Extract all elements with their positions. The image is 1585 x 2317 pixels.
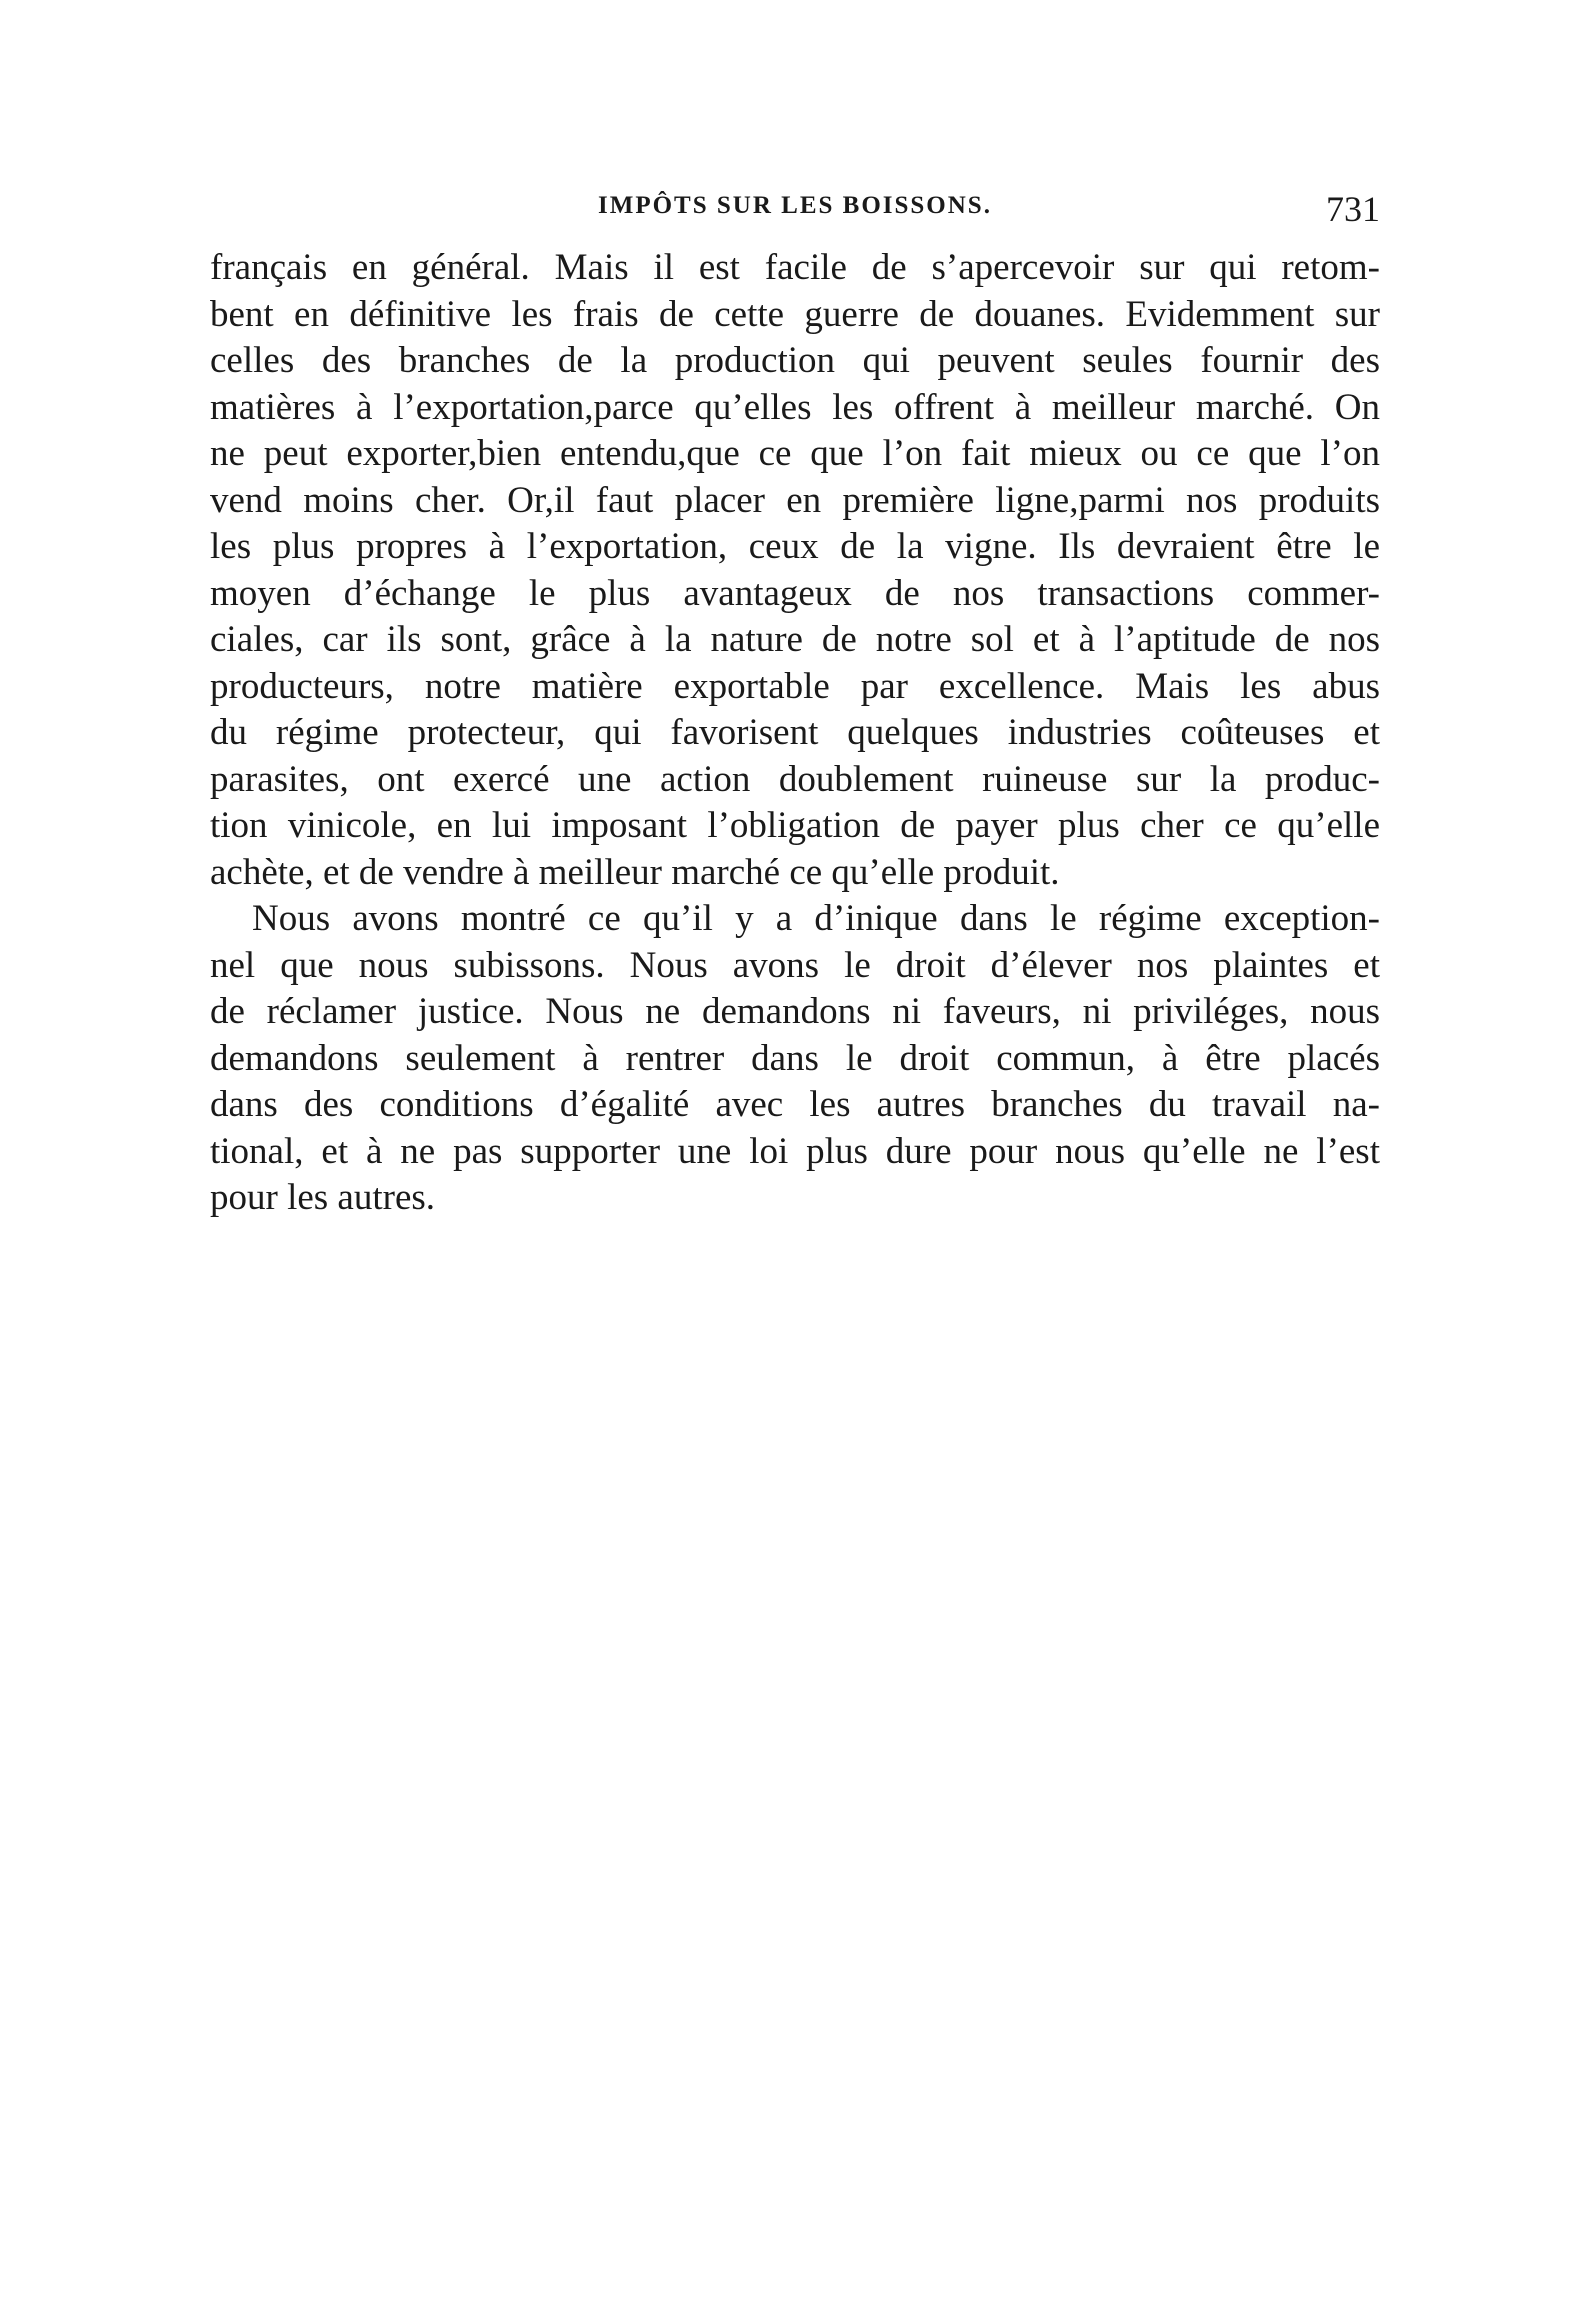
running-title: IMPÔTS SUR LES BOISSONS. — [598, 192, 992, 219]
text-line: tion vinicole, en lui imposant l’obligation de payer plus cher ce qu’elle — [210, 805, 1380, 846]
text-line: pour les autres. — [210, 1177, 436, 1218]
text-line: tional, et à ne pas supporter une loi plus dure pour nous qu’elle ne l’est — [210, 1130, 1380, 1172]
running-head — [210, 188, 1380, 228]
text-line: les plus propres à l’exportation, ceux de la vigne. Ils devraient être le — [210, 526, 1380, 567]
text-line: Nous avons montré ce qu’il y a d’inique dans le régime exception- — [252, 898, 1380, 939]
text-line: moyen d’échange le plus avantageux de nos transactions commer- — [210, 572, 1380, 614]
text-line: celles des branches de la production qui peuvent seules fournir des — [210, 340, 1380, 381]
text-line: de réclamer justice. Nous ne demandons ni faveurs, ni priviléges, nous — [210, 991, 1380, 1032]
text-line: nel que nous subissons. Nous avons le droit d’élever nos plaintes et — [210, 944, 1380, 986]
text-line: vend moins cher. Or,il faut placer en première ligne,parmi nos produits — [210, 479, 1380, 521]
text-line: français en général. Mais il est facile de s’apercevoir sur qui retom- — [210, 247, 1380, 288]
text-line: bent en définitive les frais de cette guerre de douanes. Evidemment sur — [210, 293, 1380, 335]
text-line: parasites, ont exercé une action doublement ruineuse sur la produc- — [210, 758, 1380, 800]
paragraph-1 — [210, 245, 1380, 896]
text-line: producteurs, notre matière exportable par excellence. Mais les abus — [210, 665, 1380, 707]
text-line: matières à l’exportation,parce qu’elles les offrent à meilleur marché. On — [210, 386, 1380, 428]
text-line: ne peut exporter,bien entendu,que ce que l’on fait mieux ou ce que l’on — [210, 433, 1380, 474]
text-line: dans des conditions d’égalité avec les autres branches du travail na- — [210, 1084, 1380, 1125]
text-line: demandons seulement à rentrer dans le droit commun, à être placés — [210, 1037, 1380, 1079]
text-line: ciales, car ils sont, grâce à la nature de notre sol et à l’aptitude de nos — [210, 619, 1380, 660]
paragraph-2 — [210, 896, 1380, 1222]
body-text — [210, 245, 1380, 1222]
page-number: 731 — [1326, 189, 1380, 229]
text-line: achète, et de vendre à meilleur marché ce qu’elle produit. — [210, 851, 1060, 893]
text-line: du régime protecteur, qui favorisent quelques industries coûteuses et — [210, 712, 1380, 753]
